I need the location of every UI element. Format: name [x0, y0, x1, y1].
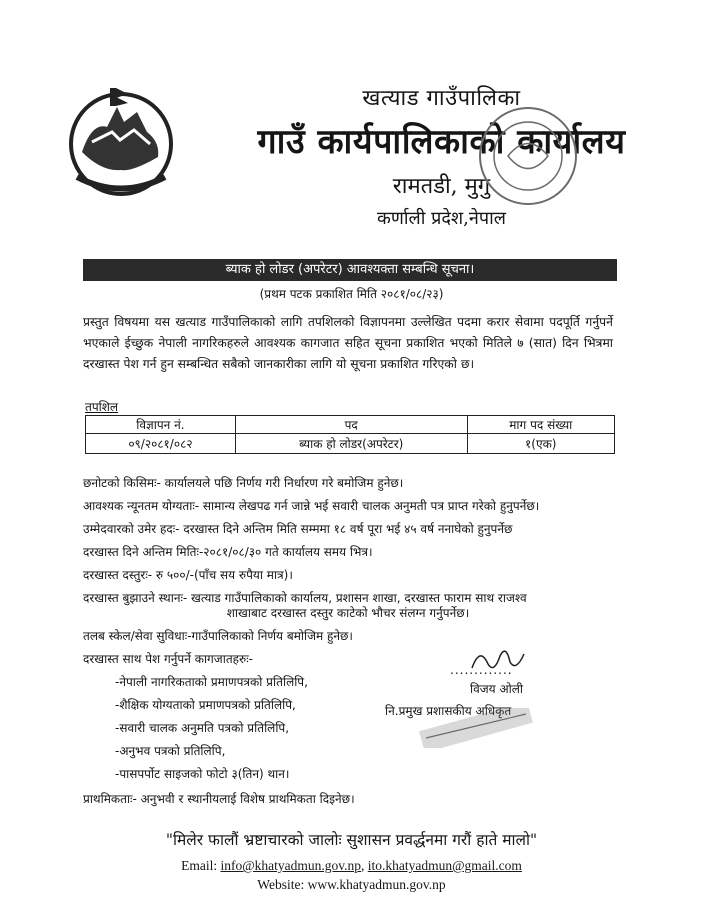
- list-item: -सवारी चालक अनुमति पत्रको प्रतिलिपि,: [115, 721, 290, 735]
- application-fee: दरखास्त दस्तुरः- रु ५००/-(पाँच सय रुपैया मात्र)।: [83, 568, 293, 582]
- email-label: Email:: [181, 858, 221, 873]
- list-item: -शैक्षिक योग्यताको प्रमाणपत्रको प्रतिलिपि,: [115, 698, 296, 712]
- selection-method: छनोटको किसिमः- कार्यालयले पछि निर्णय गरी निर्धारण गरे बमोजिम हुनेछ।: [83, 476, 404, 490]
- table-cell: ०९/२०८१/०८२: [86, 434, 236, 454]
- age-limit: उम्मेदवारको उमेर हदः- दरखास्त दिने अन्तिम मिति सम्ममा १८ वर्ष पूरा भई ४५ वर्ष ननाघेको हुनुपर्नेछ: [83, 522, 513, 536]
- slogan: "मिलेर फालौं भ्रष्टाचारको जालोः सुशासन प्रवर्द्धनमा गरौं हाते मालो": [165, 831, 538, 849]
- min-qualification: आवश्यक न्यूनतम योग्यताः- सामान्य लेखपढ गर्न जान्ने भई सवारी चालक अनुमती पत्र प्राप्त गरेको हुनुपर्नेछ।: [83, 499, 540, 513]
- submission-place-cont: शाखाबाट दरखास्त दस्तुर काटेको भौचर संलग्न गर्नुपर्नेछ।: [226, 606, 470, 620]
- priority-note: प्राथमिकताः- अनुभवी र स्थानीयलाई विशेष प्राथमिकता दिइनेछ।: [83, 792, 355, 806]
- vacancy-table: [85, 415, 615, 454]
- column-header: पद: [235, 416, 467, 434]
- salary-scale: तलब स्केल/सेवा सुविधाः-गाउँपालिकाको निर्णय बमोजिम हुनेछ।: [83, 629, 353, 643]
- table-cell: ब्याक हो लोडर(अपरेटर): [235, 434, 467, 454]
- table-row: [86, 434, 615, 454]
- details-heading: तपशिल: [85, 400, 119, 414]
- office-location: रामतडी, मुगु: [392, 174, 491, 199]
- list-item: -पासपर्पोट साइजको फोटो ३(तिन) थान।: [115, 767, 290, 781]
- submission-place: दरखास्त बुझाउने स्थानः- खत्याड गाउँपालिकाको कार्यालय, प्रशासन शाखा, दरखास्त फाराम साथ राजश्व: [83, 591, 527, 605]
- office-name: गाउँ कार्यपालिकाको कार्यालय: [257, 122, 626, 162]
- column-header: विज्ञापन नं.: [86, 416, 236, 434]
- signatory-name: विजय ओली: [470, 682, 523, 696]
- table-header-row: [86, 416, 615, 434]
- deadline: दरखास्त दिने अन्तिम मितिः-२०८१/०८/३० गते कार्यालय समय भित्र।: [83, 545, 373, 559]
- table-cell: १(एक): [467, 434, 614, 454]
- publish-date: (प्रथम पटक प्रकाशित मिति २०८१/०८/२३): [259, 287, 444, 301]
- notice-title: ब्याक हो लोडर (अपरेटर) आवश्यक्ता सम्बन्धि सूचना।: [83, 259, 617, 281]
- officer-stamp-icon: [418, 708, 538, 748]
- email-link-info[interactable]: info@khatyadmun.gov.np: [220, 858, 361, 873]
- intro-paragraph: प्रस्तुत विषयमा यस खत्याड गाउँपालिकाको लागि तपशिलको विज्ञापनमा उल्लेखित पदमा करार सेवामा पदपूर्ति गर्नुपर्ने भएकाले ईच्छुक नेपाली नागरिकहरुले आवश्यक कागजात सहित सूचना प्रकाशित भएको मितिले ७ (सात) दिन भित्रमा दरखास्त पेश गर्न हुन सम्बन्धित सबैको जानकारीका लागि यो सूचना प्रकाशित गरिएको छ।: [83, 315, 613, 371]
- email-link-ito[interactable]: ito.khatyadmun@gmail.com: [367, 858, 522, 873]
- signatory-title: नि.प्रमुख प्रशासकीय अधिकृत: [385, 704, 512, 718]
- email-line: [0, 858, 703, 874]
- municipality-name: खत्याड गाउँपालिका: [362, 86, 521, 111]
- list-item: -अनुभव पत्रको प्रतिलिपि,: [115, 744, 226, 758]
- documents-heading: दरखास्त साथ पेश गर्नुपर्ने कागजातहरुः-: [83, 652, 253, 666]
- email-separator: ,: [361, 858, 368, 873]
- list-item: -नेपाली नागरिकताको प्रमाणपत्रको प्रतिलिपि,: [115, 675, 308, 689]
- column-header: माग पद संख्या: [467, 416, 614, 434]
- signature-line: .............: [450, 663, 513, 677]
- website-line: Website: www.khatyadmun.gov.np: [257, 877, 446, 892]
- office-stamp-icon: [468, 96, 588, 216]
- province-name: कर्णाली प्रदेश,नेपाल: [377, 208, 506, 229]
